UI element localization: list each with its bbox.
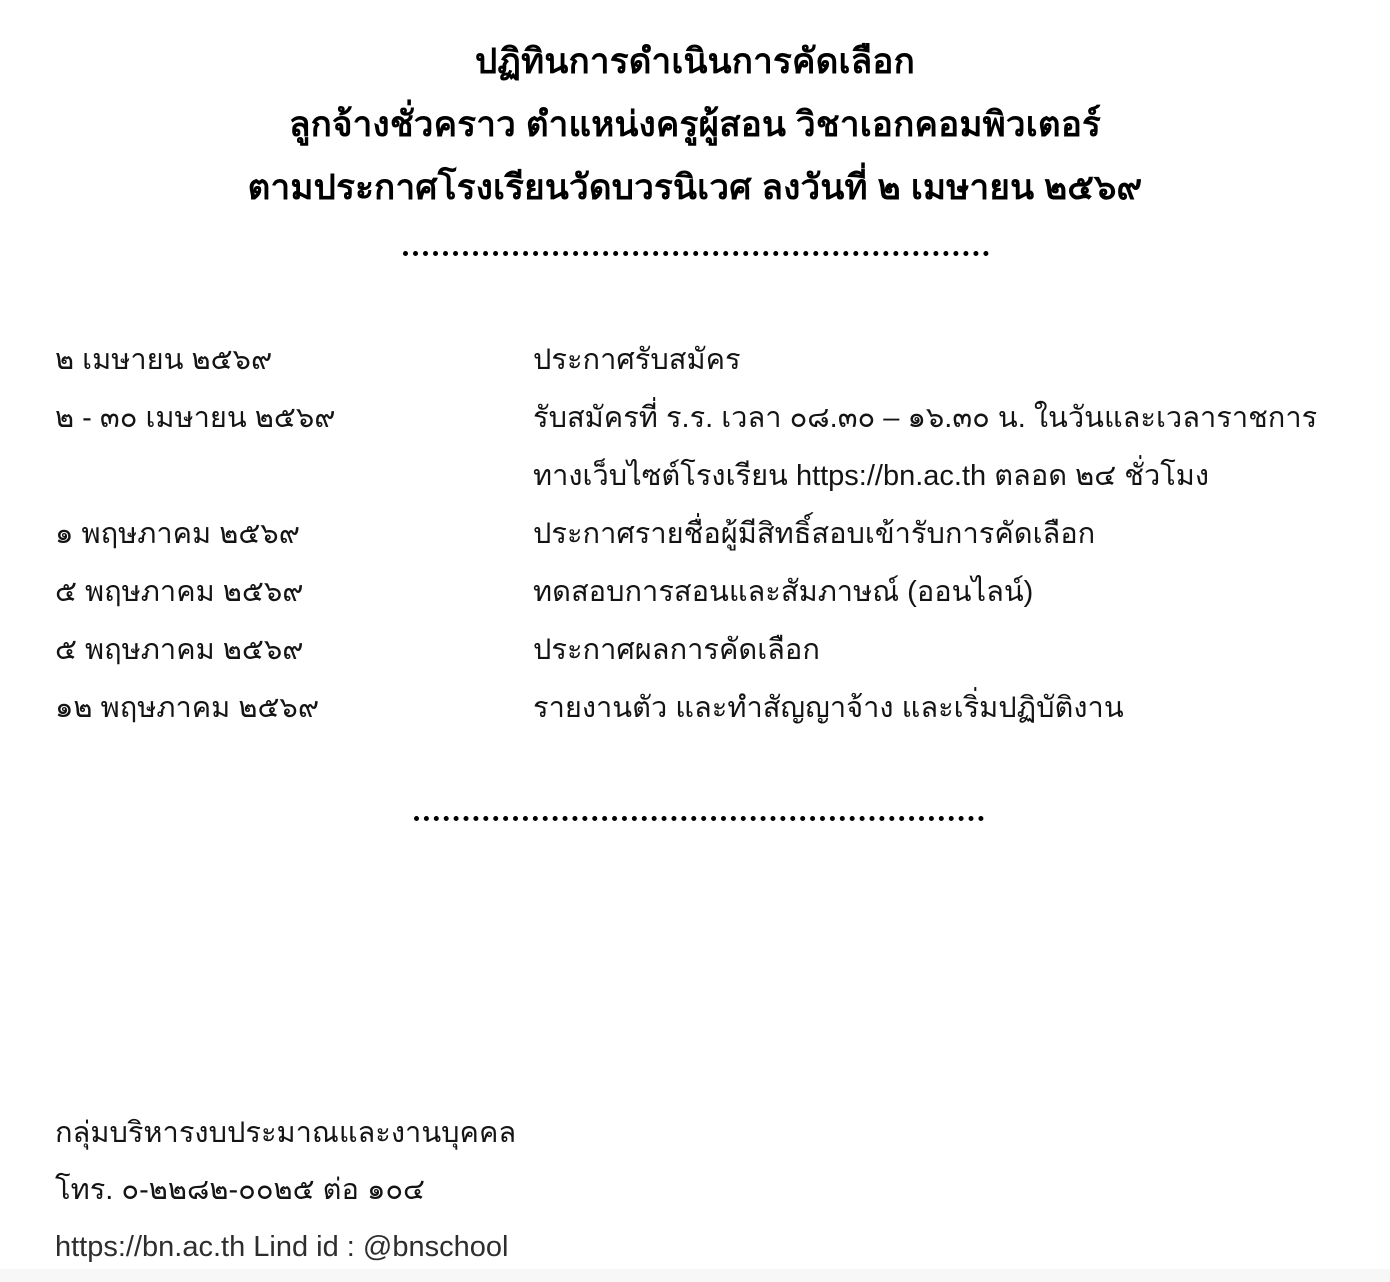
bottom-edge-strip	[0, 1269, 1390, 1282]
activity-cell: ประกาศผลการคัดเลือก	[533, 634, 820, 666]
title-line-3: ตามประกาศโรงเรียนวัดบวรนิเวศ ลงวันที่ ๒ เมษายน ๒๕๖๙	[247, 168, 1143, 207]
schedule-row	[55, 679, 1350, 737]
schedule-row	[55, 331, 1350, 389]
title-line-2: ลูกจ้างชั่วคราว ตำแหน่งครูผู้สอน วิชาเอกคอมพิวเตอร์	[288, 105, 1102, 144]
footer-department: กลุ่มบริหารงบประมาณและงานบุคคล	[55, 1117, 517, 1149]
activity-cell: ประกาศรายชื่อผู้มีสิทธิ์สอบเข้ารับการคัดเลือก	[533, 518, 1096, 550]
schedule-table	[55, 331, 1350, 737]
schedule-row	[55, 621, 1350, 679]
date-cell	[55, 447, 533, 505]
activity-cell: ประกาศรับสมัคร	[533, 344, 741, 376]
schedule-row	[55, 389, 1350, 447]
document-footer	[55, 1105, 516, 1276]
document-title	[0, 30, 1390, 219]
title-line-1: ปฏิทินการดำเนินการคัดเลือก	[475, 42, 915, 81]
footer-website: https://bn.ac.th Lind id : @bnschool	[55, 1231, 509, 1263]
schedule-row	[55, 505, 1350, 563]
footer-phone: โทร. ๐-๒๒๘๒-๐๐๒๕ ต่อ ๑๐๔	[55, 1174, 426, 1206]
date-cell: ๑๒ พฤษภาคม ๒๕๖๙	[55, 692, 320, 724]
dotted-separator-top	[403, 251, 989, 256]
schedule-row	[55, 447, 1350, 505]
activity-cell: ทดสอบการสอนและสัมภาษณ์ (ออนไลน์)	[533, 576, 1034, 608]
activity-cell: ทางเว็บไซต์โรงเรียน https://bn.ac.th ตลอด ๒๔ ชั่วโมง	[533, 460, 1210, 492]
activity-cell: รายงานตัว และทำสัญญาจ้าง และเริ่มปฏิบัติงาน	[533, 692, 1124, 724]
activity-cell: รับสมัครที่ ร.ร. เวลา ๐๘.๓๐ – ๑๖.๓๐ น. ในวันและเวลาราชการ	[533, 402, 1318, 434]
date-cell: ๒ - ๓๐ เมษายน ๒๕๖๙	[55, 402, 336, 434]
date-cell: ๕ พฤษภาคม ๒๕๖๙	[55, 634, 304, 666]
date-cell: ๑ พฤษภาคม ๒๕๖๙	[55, 518, 300, 550]
date-cell: ๕ พฤษภาคม ๒๕๖๙	[55, 576, 304, 608]
schedule-row	[55, 563, 1350, 621]
dotted-separator-bottom	[414, 816, 984, 821]
date-cell: ๒ เมษายน ๒๕๖๙	[55, 344, 273, 376]
